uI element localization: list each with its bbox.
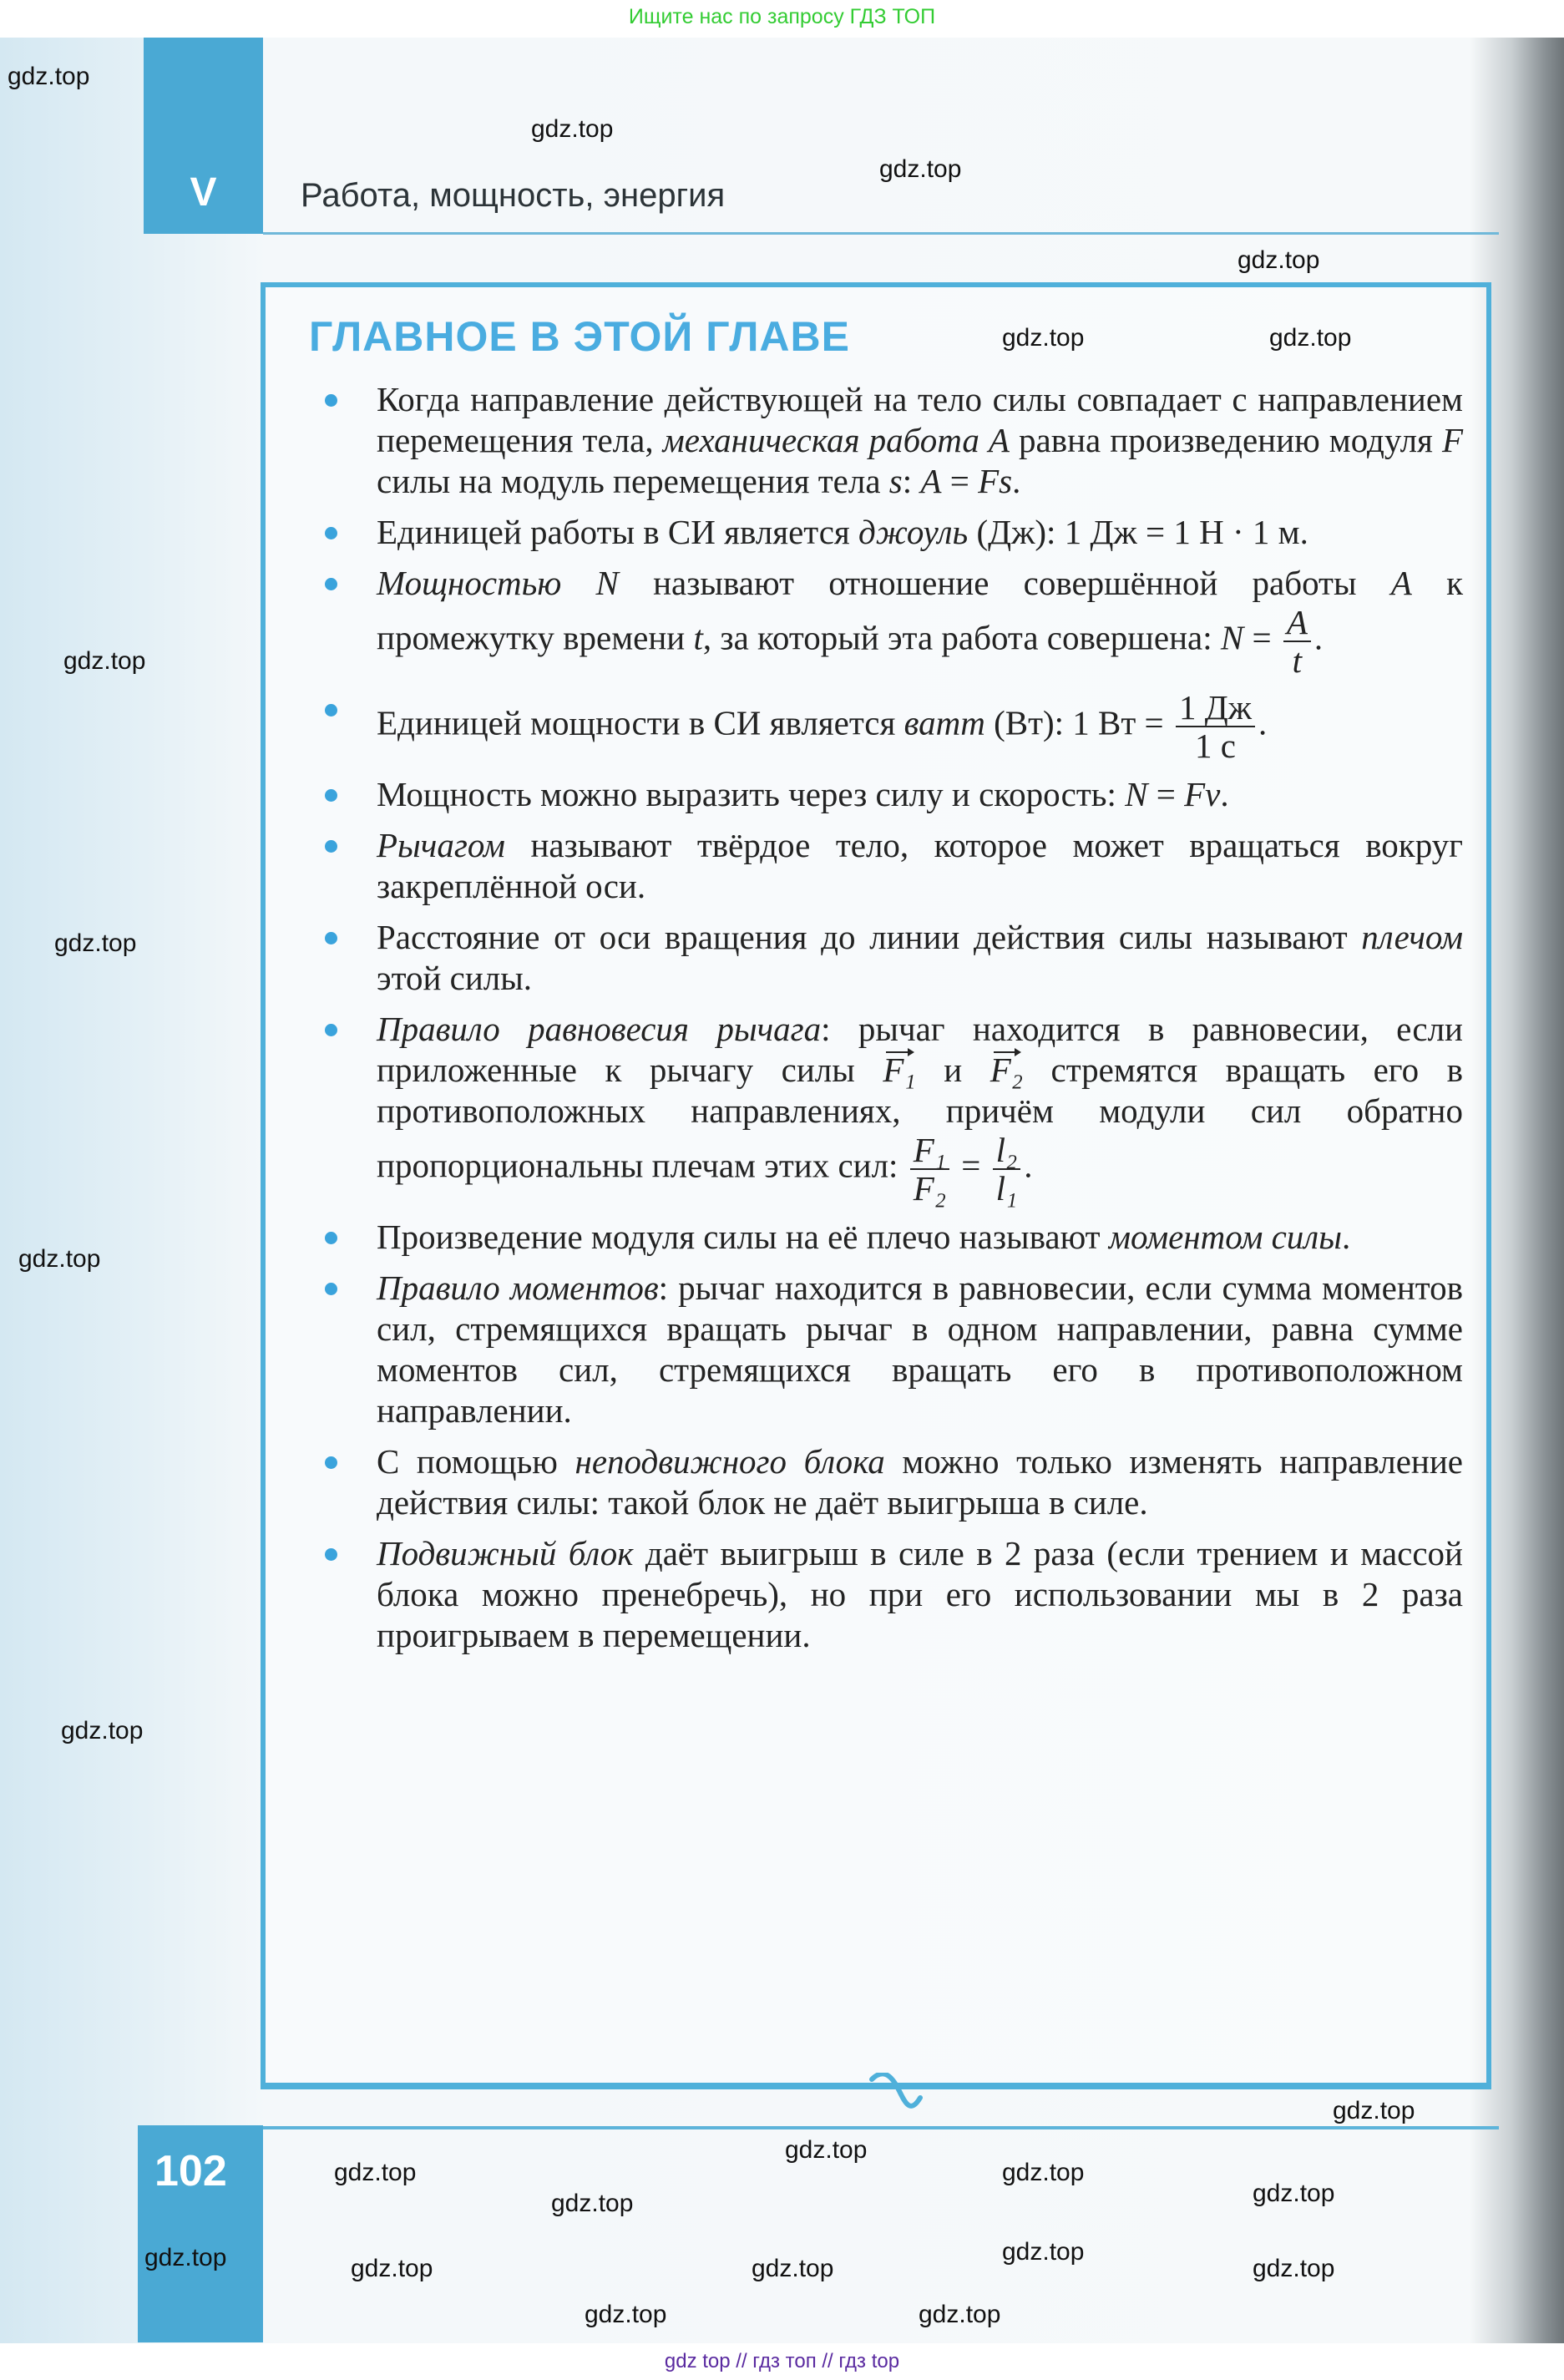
text-run: : рычаг находится в равновесии, если приложенные к рычагу силы [377, 1010, 1463, 1089]
text-run: . [1220, 775, 1229, 813]
text-run: : [902, 462, 921, 500]
text-run: (Дж): 1 Дж = 1 Н · 1 м. [968, 513, 1308, 551]
italic-term: N [1125, 775, 1148, 813]
summary-item [266, 1217, 1486, 1258]
italic-term: джоуль [858, 513, 969, 551]
italic-term: s [888, 462, 903, 500]
summary-item [266, 825, 1486, 907]
text-run: = [953, 1146, 990, 1185]
vector-symbol: F₂ [990, 1051, 1023, 1089]
bullet-icon [325, 527, 337, 539]
italic-term: механическая работа A [662, 421, 1010, 459]
watermark: gdz.top [752, 2255, 834, 2282]
fraction [910, 1132, 949, 1207]
summary-item [266, 917, 1486, 999]
text-run: Единицей работы в СИ является [377, 513, 859, 551]
summary-item [266, 1009, 1486, 1207]
watermark: gdz.top [334, 2159, 417, 2186]
italic-term: A [1390, 564, 1412, 602]
fraction-numerator: l₂ [993, 1132, 1021, 1170]
italic-term: неподвижного блока [574, 1442, 885, 1481]
summary-item [266, 774, 1486, 815]
summary-item [266, 512, 1486, 553]
italic-term: F [1441, 421, 1464, 459]
text-run: = [1243, 618, 1280, 657]
summary-box [261, 282, 1491, 2089]
text-run: силы на модуль перемещения тела [377, 462, 889, 500]
text-run: = [1147, 775, 1185, 813]
bullet-icon [325, 1548, 337, 1561]
fraction-numerator: F₁ [910, 1132, 949, 1170]
watermark: gdz.top [1269, 324, 1352, 352]
watermark: gdz.top [919, 2301, 1001, 2328]
footer-banner [0, 2343, 1564, 2380]
squiggle-ornament [868, 2073, 927, 2114]
bullet-icon [325, 1456, 337, 1469]
text-run: даёт выигрыш в силе в 2 раза (если трением и массой блока можно пренебречь), но при его использовании мы в 2 раза проигрываем в перемещении. [377, 1534, 1463, 1654]
watermark: gdz.top [1253, 2255, 1335, 2282]
header-divider [263, 232, 1499, 235]
italic-term: ватт [903, 703, 985, 742]
watermark: gdz.top [585, 2301, 667, 2328]
text-run: Произведение модуля силы на её плечо называют [377, 1218, 1109, 1256]
page-number: 102 [154, 2147, 227, 2195]
watermark: gdz.top [1002, 2159, 1085, 2186]
italic-term: Fs [978, 462, 1013, 500]
italic-term: моментом силы [1108, 1218, 1342, 1256]
italic-term: N [1220, 618, 1244, 657]
italic-term: Правило равновесия рычага [377, 1010, 822, 1048]
fraction-numerator: 1 Дж [1176, 689, 1255, 727]
fraction [1283, 604, 1311, 679]
summary-item [266, 1533, 1486, 1656]
vector-symbol: F₁ [883, 1051, 916, 1089]
watermark: gdz.top [18, 1245, 101, 1273]
text-run: называют твёрдое тело, которое может вращаться вокруг закреплённой оси. [377, 826, 1463, 905]
watermark: gdz.top [61, 1717, 144, 1744]
fraction [993, 1132, 1021, 1207]
text-run: = [941, 462, 979, 500]
text-run: . [1024, 1146, 1033, 1185]
watermark: gdz.top [1002, 324, 1085, 352]
italic-term: плечом [1361, 918, 1463, 956]
text-run: к промежутку времени [377, 564, 1463, 657]
summary-item [266, 563, 1486, 679]
watermark: gdz.top [531, 115, 614, 143]
text-run: стремятся вращать его в противоположных направлениях, причём модули сил обратно пропорциональны плечам этих сил: [377, 1051, 1463, 1185]
watermark: gdz.top [144, 2244, 227, 2271]
summary-heading: ГЛАВНОЕ В ЭТОЙ ГЛАВЕ [309, 313, 850, 360]
text-run: . [1313, 618, 1324, 657]
text-run: Когда направление действующей на тело силы совпадает с направлением перемещения тела, [377, 380, 1463, 459]
bullet-icon [325, 1283, 337, 1295]
italic-term: t [693, 618, 703, 657]
bullet-icon [325, 704, 337, 717]
text-run: этой силы. [377, 959, 533, 997]
watermark: gdz.top [785, 2136, 868, 2164]
footer-divider [263, 2126, 1499, 2129]
summary-list [266, 379, 1486, 1666]
text-run: С помощью [377, 1442, 575, 1481]
text-run: . [1341, 1218, 1351, 1256]
fraction-denominator: 1 с [1194, 727, 1236, 765]
footer-text: gdz top // гдз топ // гдз top [664, 2350, 900, 2372]
italic-term: Мощностью N [377, 564, 619, 602]
bullet-icon [325, 1024, 337, 1036]
chapter-tab [144, 38, 263, 234]
fraction [1176, 689, 1255, 764]
bullet-icon [325, 932, 337, 944]
text-run: Единицей мощности в СИ является [377, 703, 904, 742]
text-run: (Вт): 1 Вт = [984, 703, 1172, 742]
fraction-denominator: l₁ [995, 1169, 1018, 1208]
watermark: gdz.top [8, 63, 90, 90]
summary-item [266, 1268, 1486, 1431]
watermark: gdz.top [1333, 2097, 1415, 2124]
watermark: gdz.top [1002, 2238, 1085, 2266]
bullet-icon [325, 840, 337, 853]
fraction-denominator: F₂ [913, 1169, 947, 1208]
italic-term: Правило моментов [377, 1268, 659, 1307]
text-run: , за который эта работа совершена: [702, 618, 1221, 657]
bullet-icon [325, 789, 337, 802]
text-run: равна произведению модуля [1009, 421, 1442, 459]
text-run: называют отношение совершённой работы [618, 564, 1391, 602]
italic-term: A [920, 462, 942, 500]
italic-term: Fv [1184, 775, 1221, 813]
italic-term: Рычагом [377, 826, 505, 864]
watermark: gdz.top [54, 929, 137, 957]
text-run: : рычаг находится в равновесии, если сумма моментов сил, стремящихся вращать рычаг в одном направлении, равна сумме моментов сил, стремящихся вращать его в противоположном направлении. [377, 1268, 1463, 1430]
watermark: gdz.top [879, 155, 962, 183]
watermark: gdz.top [1253, 2180, 1335, 2207]
watermark: gdz.top [551, 2190, 634, 2217]
bullet-icon [325, 394, 337, 407]
top-banner-text: Ищите нас по запросу ГДЗ ТОП [628, 5, 936, 28]
text-run: можно только изменять направление действия силы: такой блок не даёт выигрыша в силе. [377, 1442, 1463, 1522]
fraction-numerator: A [1283, 604, 1311, 642]
watermark: gdz.top [63, 647, 146, 675]
text-run: . [1258, 703, 1268, 742]
italic-term: Подвижный блок [377, 1534, 634, 1572]
summary-item [266, 689, 1486, 764]
summary-item [266, 379, 1486, 502]
summary-item [266, 1441, 1486, 1523]
watermark: gdz.top [1238, 246, 1320, 274]
text-run: Мощность можно выразить через силу и скорость: [377, 775, 1126, 813]
bullet-icon [325, 578, 337, 590]
text-run: . [1012, 462, 1021, 500]
chapter-number: V [190, 170, 217, 215]
watermark: gdz.top [351, 2255, 433, 2282]
chapter-title: Работа, мощность, энергия [301, 177, 726, 214]
text-run: Расстояние от оси вращения до линии действия силы называют [377, 918, 1362, 956]
text-run: и [915, 1051, 990, 1089]
top-banner [0, 0, 1564, 38]
bullet-icon [325, 1232, 337, 1244]
fraction-denominator: t [1292, 641, 1303, 680]
page-number-tab [138, 2125, 263, 2342]
